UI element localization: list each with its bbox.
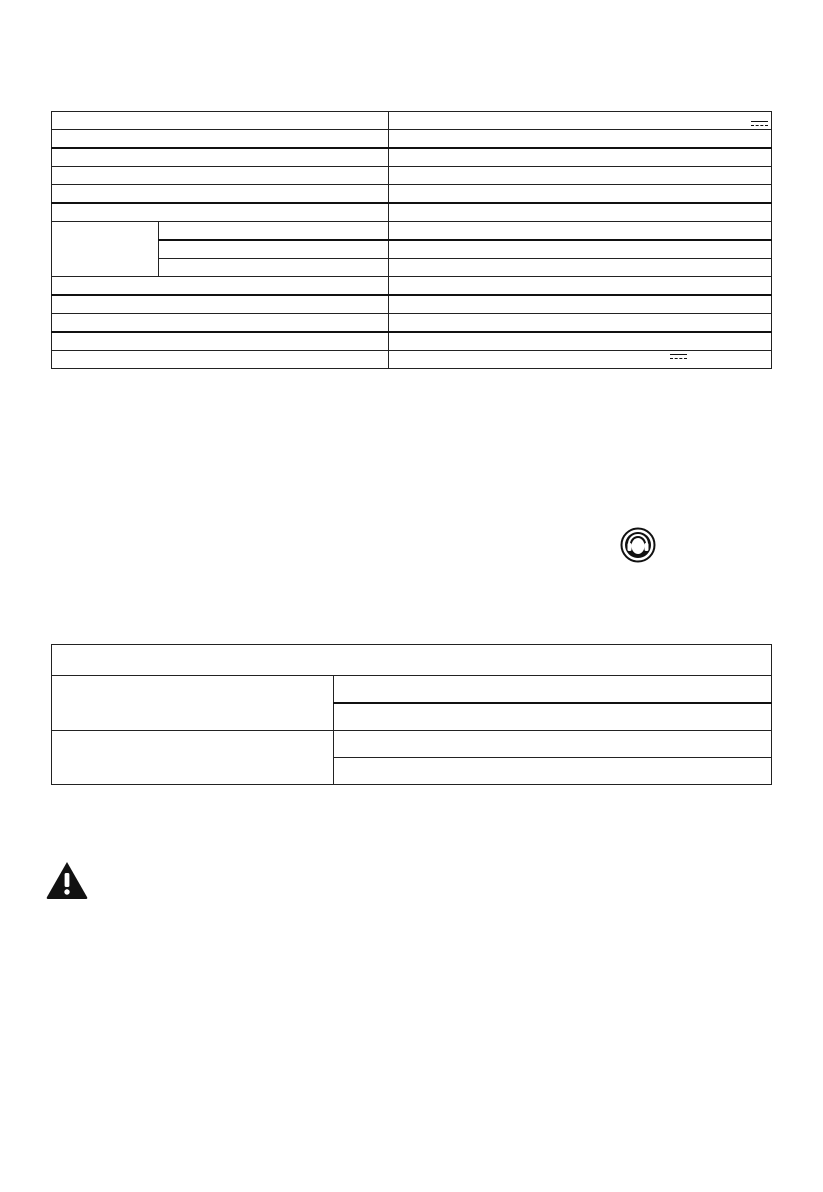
direct-current-icon: [670, 353, 687, 362]
table-header-cell: [52, 645, 772, 676]
spec-label-cell: [52, 351, 389, 369]
spec-value-cell: [389, 332, 772, 351]
spec-value-cell: [389, 203, 772, 222]
warning-triangle-icon: [45, 860, 89, 900]
table-row: [52, 259, 772, 277]
spec-label-cell: [52, 148, 389, 167]
noise-vibration-table: [51, 644, 772, 785]
spec-value-cell: [389, 148, 772, 167]
value-cell: [334, 703, 772, 731]
table-row: [52, 351, 772, 369]
spec-value-cell: [389, 167, 772, 185]
specifications-table: [51, 111, 772, 369]
table-row: [52, 148, 772, 167]
spec-value-cell: [389, 351, 772, 369]
group-label-cell: [52, 731, 334, 785]
spec-label-cell: [159, 222, 389, 241]
table-row: [52, 314, 772, 333]
table-row: [52, 676, 772, 704]
spec-value-cell: [389, 314, 772, 333]
table-row: [52, 167, 772, 185]
spec-value-cell: [389, 240, 772, 259]
direct-current-icon: [751, 120, 768, 129]
spec-label-cell: [52, 332, 389, 351]
table-row: [52, 130, 772, 149]
spec-value-cell: [389, 222, 772, 241]
table-row: [52, 645, 772, 676]
table-row: [52, 203, 772, 222]
spec-label-cell: [52, 130, 389, 149]
spec-value-cell: [389, 130, 772, 149]
spec-label-cell: [52, 203, 389, 222]
spec-label-cell: [52, 167, 389, 185]
table-row: [52, 332, 772, 351]
spec-label-cell: [52, 295, 389, 314]
spec-label-cell: [52, 185, 389, 204]
table-row: [52, 240, 772, 259]
table-row: [52, 112, 772, 130]
spec-value-cell: [389, 112, 772, 130]
table-row: [52, 222, 772, 241]
spec-value-cell: [389, 295, 772, 314]
spec-label-cell: [159, 259, 389, 277]
spec-label-cell: [159, 240, 389, 259]
spec-value-cell: [389, 185, 772, 204]
spec-value-cell: [389, 277, 772, 296]
table-row: [52, 295, 772, 314]
value-cell: [334, 758, 772, 785]
table-row: [52, 277, 772, 296]
spec-label-cell: [52, 314, 389, 333]
group-label-cell: [52, 676, 334, 731]
spec-label-cell: [52, 112, 389, 130]
table-row: [52, 731, 772, 758]
spec-value-cell: [389, 259, 772, 277]
ear-protection-icon: [620, 527, 656, 563]
value-cell: [334, 676, 772, 704]
spec-label-cell: [52, 277, 389, 296]
value-cell: [334, 731, 772, 758]
spec-group-cell: [52, 222, 159, 277]
table-row: [52, 185, 772, 204]
